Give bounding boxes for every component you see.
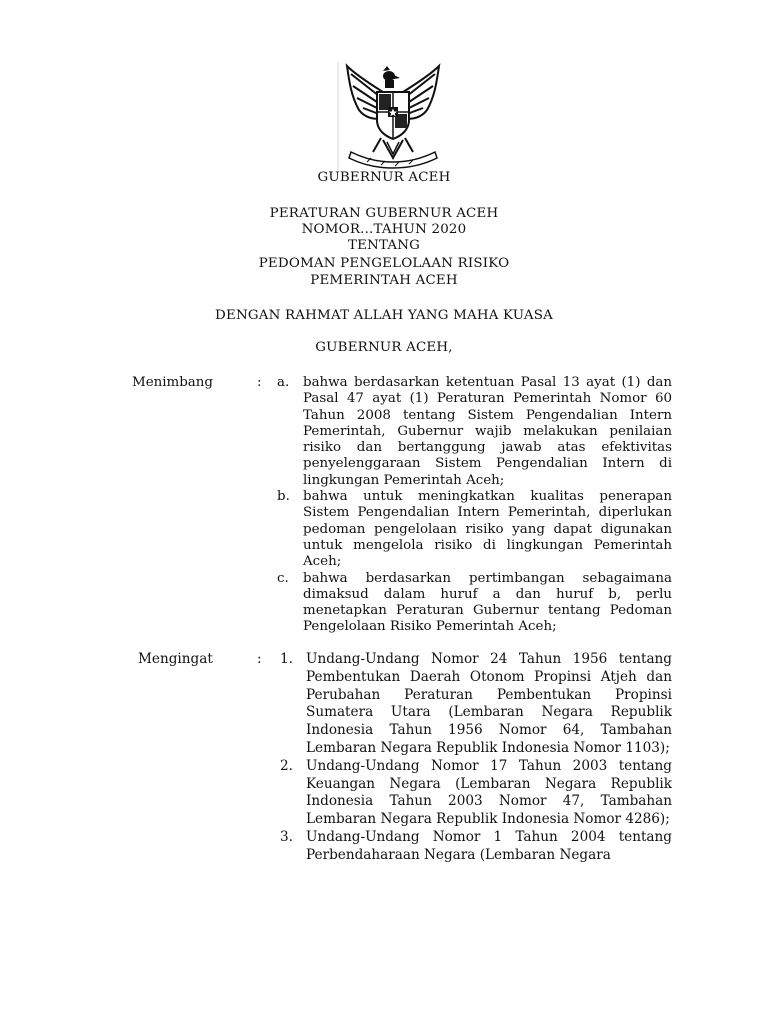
mengingat-label: Mengingat <box>138 651 213 667</box>
list-marker: b. <box>277 489 290 505</box>
title-line-5: PEMERINTAH ACEH <box>310 273 458 288</box>
list-marker: 1. <box>280 651 293 667</box>
header-top: GUBERNUR ACEH <box>317 170 451 185</box>
list-item <box>277 375 672 489</box>
list-text: Undang-Undang Nomor 1 Tahun 2004 tentang Perbendaharaan Negara (Lembaran Negara <box>306 828 672 863</box>
list-text: Undang-Undang Nomor 17 Tahun 2003 tentang Keuangan Negara (Lembaran Negara Republik Indonesia Tahun 2003 Nomor 47, Tambahan Lembaran Negara Republik Indonesia Nomor 4286); <box>306 757 672 828</box>
title-line-4: PEDOMAN PENGELOLAAN RISIKO <box>258 256 510 271</box>
list-text: bahwa berdasarkan ketentuan Pasal 13 ayat (1) dan Pasal 47 ayat (1) Peraturan Pemerintah Nomor 60 Tahun 2008 tentang Sistem Pengendalian Intern Pemerintah, Gubernur wajib melakukan penilaian risiko dan bertanggung jawab atas efektivitas penyelenggaraan Sistem Pengendalian Intern di lingkungan Pemerintah Aceh; <box>303 375 672 488</box>
title-line-2: NOMOR...TAHUN 2020 <box>301 222 467 237</box>
menimbang-colon: : <box>257 375 262 390</box>
list-marker: a. <box>277 375 290 390</box>
mengingat-colon: : <box>257 651 262 667</box>
mengingat-list <box>280 651 672 865</box>
preamble: DENGAN RAHMAT ALLAH YANG MAHA KUASA <box>215 308 553 323</box>
list-marker: 3. <box>280 828 293 845</box>
list-text: bahwa untuk meningkatkan kualitas penerapan Sistem Pengendalian Intern Pemerintah, diperlukan pedoman pengelolaan risiko yang dapat digunakan untuk mengelola risiko di lingkungan Pemerintah Aceh; <box>303 489 672 570</box>
list-item <box>280 758 672 829</box>
title-line-1: PERATURAN GUBERNUR ACEH <box>269 206 499 221</box>
garuda-emblem-icon <box>337 62 449 170</box>
issuer: GUBERNUR ACEH, <box>315 340 453 355</box>
list-marker: 2. <box>280 757 293 774</box>
list-item <box>280 829 672 865</box>
list-item <box>280 651 672 758</box>
list-item <box>277 571 672 636</box>
title-line-3: TENTANG <box>347 238 421 253</box>
list-item <box>277 489 672 570</box>
list-marker: c. <box>277 570 289 586</box>
list-text: bahwa berdasarkan pertimbangan sebagaimana dimaksud dalam huruf a dan huruf b, perlu menetapkan Peraturan Gubernur tentang Pedoman Pengelolaan Risiko Pemerintah Aceh; <box>303 570 672 635</box>
menimbang-list <box>277 375 672 636</box>
menimbang-label: Menimbang <box>132 375 213 390</box>
list-text: Undang-Undang Nomor 24 Tahun 1956 tentang Pembentukan Daerah Otonom Propinsi Atjeh dan Perubahan Peraturan Pembentukan Propinsi Sumatera Utara (Lembaran Negara Republik Indonesia Tahun 1956 Nomor 64, Tambahan Lembaran Negara Republik Indonesia Nomor 1103); <box>306 651 672 756</box>
